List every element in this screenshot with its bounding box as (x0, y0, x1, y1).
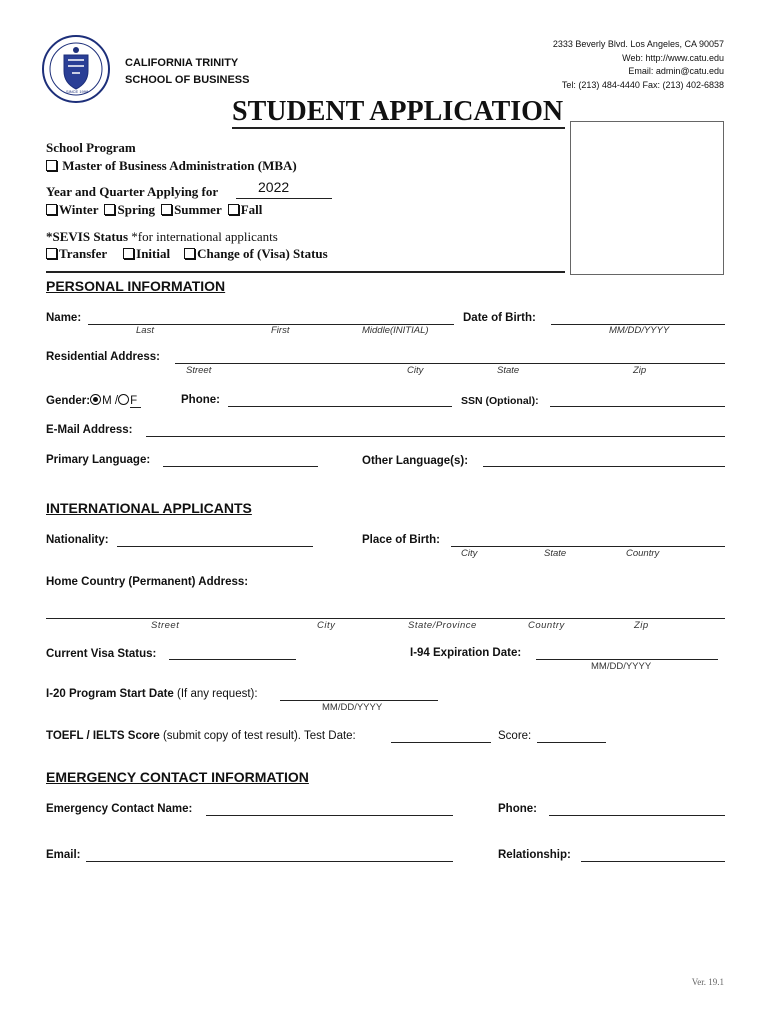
dob-label: Date of Birth: (463, 312, 536, 324)
sevis-label: *SEVIS Status (46, 229, 129, 244)
test-date-input[interactable] (391, 742, 491, 743)
seal-text: SINCE 1998 (66, 89, 89, 94)
school-name-line1: CALIFORNIA TRINITY (125, 57, 239, 69)
emergency-email-label: Email: (46, 849, 81, 861)
address-sub-city: City (407, 365, 424, 376)
quarter-options (46, 202, 268, 218)
i20-label: I-20 Program Start Date (46, 688, 174, 700)
visa-label: Current Visa Status: (46, 648, 157, 660)
primary-language-input[interactable] (163, 466, 318, 467)
emergency-email-input[interactable] (86, 861, 453, 862)
i20-sub: MM/DD/YYYY (322, 702, 383, 713)
checkbox-icon (228, 204, 239, 215)
school-seal (42, 35, 110, 103)
home-sub-state: State/Province (408, 620, 477, 631)
gender-label: Gender: M / F (46, 394, 141, 407)
name-label: Name: (46, 312, 82, 324)
address-label: Residential Address: (46, 351, 160, 363)
sevis-initial[interactable]: Initial (123, 246, 170, 261)
emergency-heading: EMERGENCY CONTACT INFORMATION (46, 769, 309, 785)
tel-text: Tel: (213) 484-4440 Fax: (213) 402-6838 (561, 79, 724, 90)
ssn-label: SSN (Optional): (461, 395, 539, 407)
name-sub-middle: Middle(INITIAL) (362, 325, 429, 336)
relationship-label: Relationship: (498, 849, 571, 861)
checkbox-icon (161, 204, 172, 215)
checkbox-icon (46, 204, 57, 215)
pob-label: Place of Birth: (362, 534, 440, 546)
quarter-spring[interactable]: Spring (104, 202, 155, 217)
toefl-line (46, 730, 356, 742)
address-text: 2333 Beverly Blvd. Los Angeles, CA 90057 (552, 39, 724, 49)
title-underline (232, 127, 565, 129)
i20-line (46, 688, 258, 700)
email-text: Email: admin@catu.edu (628, 66, 724, 76)
emergency-phone-label: Phone: (498, 803, 537, 815)
home-address-input[interactable] (46, 618, 725, 619)
home-sub-country: Country (528, 620, 565, 631)
score-label: Score: (498, 730, 532, 742)
i94-label: I-94 Expiration Date: (410, 647, 522, 659)
pob-sub-country: Country (626, 548, 660, 559)
address-sub-zip: Zip (633, 365, 647, 376)
web-text: Web: http://www.catu.edu (622, 52, 724, 63)
pob-sub-state: State (544, 548, 567, 559)
school-name-line2: SCHOOL OF BUSINESS (125, 74, 250, 86)
checkbox-mba[interactable] (46, 160, 57, 171)
personal-heading: PERSONAL INFORMATION (46, 278, 226, 294)
sevis-transfer[interactable]: Transfer (46, 246, 107, 261)
email-label: E-Mail Address: (46, 424, 133, 436)
score-input[interactable] (537, 742, 606, 743)
name-sub-first: First (271, 325, 290, 336)
ssn-input[interactable] (550, 406, 725, 407)
home-sub-city: City (317, 620, 336, 631)
toefl-note: (submit copy of test result). Test Date: (159, 730, 356, 742)
gender-f-radio[interactable] (118, 394, 129, 405)
checkbox-icon (123, 248, 134, 259)
sevis-line (46, 229, 278, 245)
emergency-name-input[interactable] (206, 815, 453, 816)
emergency-name-label: Emergency Contact Name: (46, 803, 193, 815)
emergency-phone-input[interactable] (549, 815, 725, 816)
i20-input[interactable] (280, 700, 438, 701)
email-input[interactable] (146, 436, 725, 437)
pob-sub-city: City (461, 548, 478, 559)
nationality-label: Nationality: (46, 534, 109, 546)
address-sub-street: Street (186, 365, 212, 376)
contact-block (553, 38, 724, 92)
version-label: Ver. 19.1 (691, 977, 724, 987)
other-language-input[interactable] (483, 466, 725, 467)
program-option[interactable] (46, 158, 297, 174)
year-line (236, 198, 332, 199)
sevis-change[interactable]: Change of (Visa) Status (184, 246, 328, 261)
visa-input[interactable] (169, 659, 296, 660)
pob-input[interactable] (451, 546, 725, 547)
photo-box[interactable] (570, 121, 724, 275)
checkbox-icon (104, 204, 115, 215)
relationship-input[interactable] (581, 861, 725, 862)
toefl-label: TOEFL / IELTS Score (46, 730, 160, 742)
checkbox-icon (184, 248, 195, 259)
sevis-note: *for international applicants (131, 229, 278, 244)
page-title: STUDENT APPLICATION (232, 96, 564, 127)
quarter-summer[interactable]: Summer (161, 202, 222, 217)
i94-sub: MM/DD/YYYY (591, 661, 652, 672)
home-sub-zip: Zip (634, 620, 649, 631)
primary-language-label: Primary Language: (46, 454, 151, 466)
address-input[interactable] (175, 363, 725, 364)
nationality-input[interactable] (117, 546, 313, 547)
dob-sub: MM/DD/YYYY (609, 325, 670, 336)
home-sub-street: Street (151, 620, 180, 631)
i94-input[interactable] (536, 659, 718, 660)
i20-note: (If any request): (173, 688, 258, 700)
program-option-label: Master of Business Administration (MBA) (62, 158, 297, 173)
section-divider (46, 271, 565, 273)
gender-m-radio[interactable] (90, 394, 101, 405)
year-label: Year and Quarter Applying for (46, 184, 219, 199)
home-address-label: Home Country (Permanent) Address: (46, 576, 249, 588)
sevis-options (46, 246, 328, 262)
checkbox-icon (46, 248, 57, 259)
phone-label: Phone: (181, 394, 220, 406)
address-sub-state: State (497, 365, 520, 376)
international-heading: INTERNATIONAL APPLICANTS (46, 500, 252, 516)
quarter-fall[interactable]: Fall (228, 202, 263, 217)
quarter-winter[interactable]: Winter (46, 202, 98, 217)
other-language-label: Other Language(s): (362, 455, 469, 467)
school-name (125, 55, 249, 89)
phone-input[interactable] (228, 406, 452, 407)
name-sub-last: Last (136, 325, 154, 336)
program-heading: School Program (46, 140, 136, 155)
year-value[interactable]: 2022 (258, 179, 290, 195)
